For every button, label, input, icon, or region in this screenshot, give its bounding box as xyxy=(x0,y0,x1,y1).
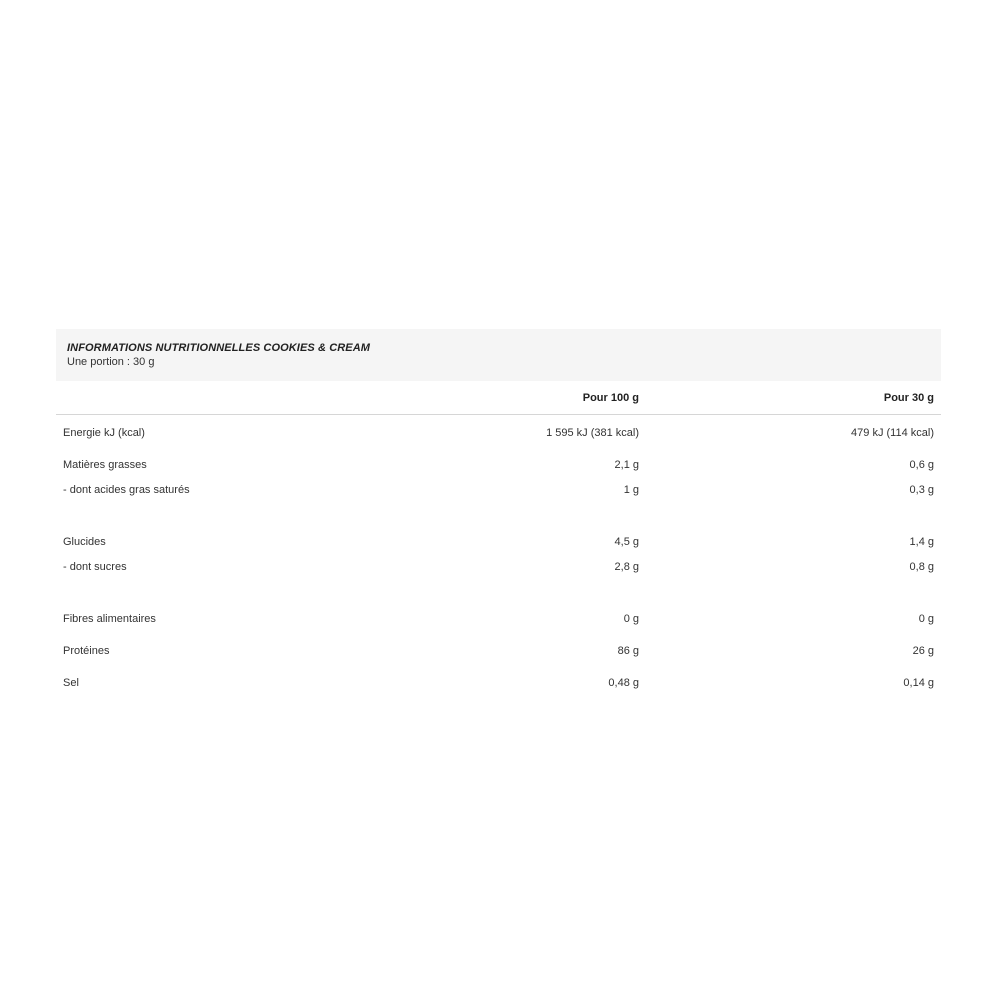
value-per-30g: 1,4 g xyxy=(909,536,934,548)
table-row xyxy=(56,603,941,635)
value-per-30g: 0 g xyxy=(918,613,934,625)
value-per-100g: 0 g xyxy=(623,613,639,625)
panel-subtitle: Une portion : 30 g xyxy=(67,356,155,368)
nutrient-name: Matières grasses xyxy=(63,459,147,471)
table-row xyxy=(56,526,941,558)
value-per-100g: 2,1 g xyxy=(614,459,639,471)
column-header-per-100g: Pour 100 g xyxy=(351,381,646,415)
value-per-30g: 0,14 g xyxy=(903,677,934,689)
value-per-30g: 26 g xyxy=(912,645,934,657)
value-per-30g: 479 kJ (114 kcal) xyxy=(851,427,934,439)
nutrient-name: Protéines xyxy=(63,645,110,657)
nutrient-name: Fibres alimentaires xyxy=(63,613,156,625)
column-header-nutrient xyxy=(56,381,351,415)
nutrient-name: Energie kJ (kcal) xyxy=(63,427,145,439)
value-per-100g: 1 595 kJ (381 kcal) xyxy=(546,427,639,439)
table-row xyxy=(56,558,941,583)
column-header-per-30g: Pour 30 g xyxy=(646,381,941,415)
value-per-100g: 4,5 g xyxy=(614,536,639,548)
value-per-100g: 0,48 g xyxy=(608,677,639,689)
nutrition-panel xyxy=(56,329,941,699)
value-per-100g: 1 g xyxy=(623,484,639,496)
value-per-30g: 0,3 g xyxy=(909,484,934,496)
value-per-30g: 0,6 g xyxy=(909,459,934,471)
table-row xyxy=(56,667,941,699)
table-row xyxy=(56,415,941,450)
panel-title: INFORMATIONS NUTRITIONNELLES COOKIES & CREAM xyxy=(67,342,371,354)
table-row xyxy=(56,481,941,506)
value-per-30g: 0,8 g xyxy=(909,561,934,573)
table-row xyxy=(56,635,941,667)
nutrient-name: - dont sucres xyxy=(63,561,127,573)
row-spacer xyxy=(56,583,941,603)
nutrient-name: Glucides xyxy=(63,536,106,548)
nutrition-panel-header xyxy=(56,329,941,381)
nutrient-name: - dont acides gras saturés xyxy=(63,484,190,496)
table-header-row xyxy=(56,381,941,415)
table-row xyxy=(56,449,941,481)
nutrition-table xyxy=(56,381,941,699)
value-per-100g: 86 g xyxy=(617,645,639,657)
value-per-100g: 2,8 g xyxy=(614,561,639,573)
nutrient-name: Sel xyxy=(63,677,79,689)
row-spacer xyxy=(56,506,941,526)
